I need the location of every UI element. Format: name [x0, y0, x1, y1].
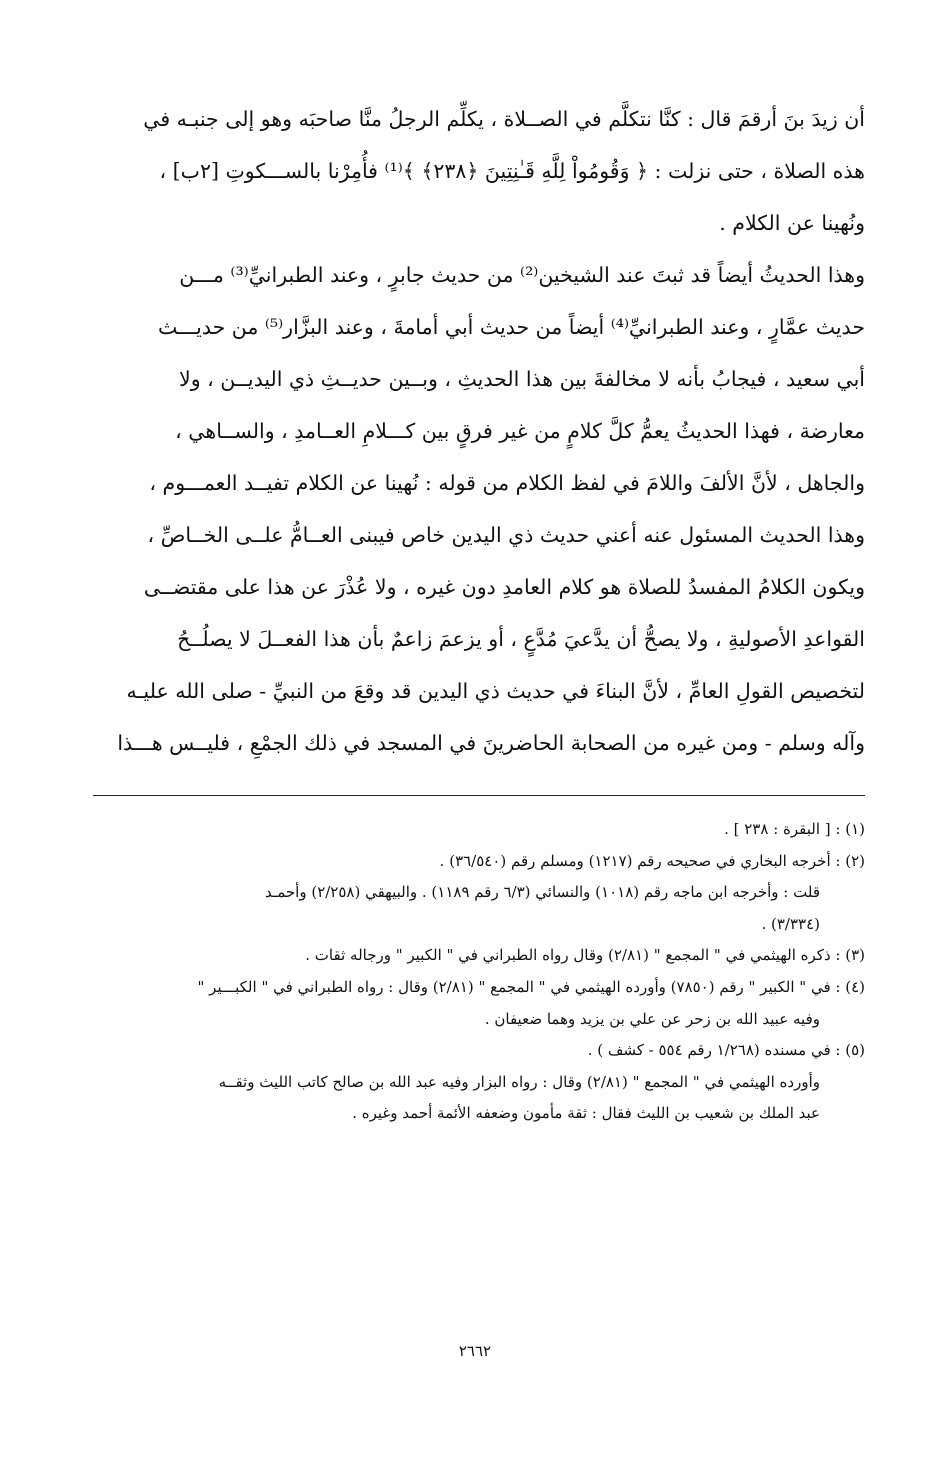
text-line: وهذا الحديث المسئول عنه أعني حديث ذي اليدين خاص فيبنى العــامُّ علــى الخــاصِّ ،: [147, 523, 865, 547]
footnote-line: (٥) : في مسنده (١/٢٦٨ رقم ٥٥٤ - كشف ) .: [587, 1041, 865, 1060]
main-text: [95, 93, 865, 769]
footnote-separator: [93, 795, 865, 796]
footnote-line: قلت : وأخرجه ابن ماجه رقم (١٠١٨) والنسائي (٦/٣ رقم ١١٨٩) . والبيهقي (٢/٢٥٨) وأحمـد: [264, 883, 820, 902]
footnote-line: عبد الملك بن شعيب بن الليث فقال : ثقة مأمون وضعفه الأئمة أحمد وغيره .: [352, 1104, 820, 1123]
footnotes: [95, 814, 865, 1130]
footnote-line: (١) : [ البقرة : ٢٣٨ ] .: [724, 820, 865, 838]
text-line: أن زيدَ بنَ أرقمَ قال : كنَّا نتكلَّم في الصــلاة ، يكلِّم الرجلُ منَّا صاحبَه وهو إلى جنبـه في: [143, 107, 865, 131]
text-line: أبي سعيد ، فيجابُ بأنه لا مخالفةَ بين هذا الحديثِ ، وبــين حديــثِ ذي اليديــن ، ولا: [179, 367, 865, 391]
text-line: هذه الصلاة ، حتى نزلت : ﴿ وَقُومُواْ لِلَّهِ قَـٰنِتِينَ ﴿٢٣٨﴾ ﴾⁽¹⁾ فأُمِرْنا بالســـكوتِ [٢ب] ،: [159, 159, 865, 183]
footnote-line: وفيه عبيد الله بن زحر عن علي بن يزيد وهما ضعيفان .: [484, 1009, 820, 1028]
footnote-line: (٤) : في " الكبير " رقم (٧٨٥٠) وأورده الهيثمي في " المجمع " (٢/٨١) وقال : رواه الطبراني في " الكبـــير ": [197, 977, 865, 996]
text-line: ويكون الكلامُ المفسدُ للصلاة هو كلام العامدِ دون غيره ، ولا عُذْرَ عن هذا على مقتضــى: [143, 575, 865, 599]
text-line: لتخصيص القولِ العامِّ ، لأنَّ البناءَ في حديث ذي اليدين قد وقعَ من النبيِّ - صلى الله عليـه: [126, 679, 865, 703]
page-number: ٢٦٦٢: [458, 1342, 492, 1360]
footnote-line: (٣) : ذكره الهيثمي في " المجمع " (٢/٨١) وقال رواه الطبراني في " الكبير " ورجاله ثقات .: [305, 946, 865, 965]
text-line: حديث عمَّارٍ ، وعند الطبرانيِّ⁽⁴⁾ أيضاً من حديث أبي أمامةَ ، وعند البزَّار⁽⁵⁾ من حديـــث: [157, 315, 865, 339]
footnote-line: (٣/٣٣٤) .: [761, 914, 820, 933]
text-line: وهذا الحديثُ أيضاً قد ثبتَ عند الشيخين⁽²⁾ من حديث جابرٍ ، وعند الطبرانيِّ⁽³⁾ مـــن: [179, 263, 865, 287]
footnote-line: (٢) : أخرجه البخاري في صحيحه رقم (١٢١٧) ومسلم رقم (٣٦/٥٤٠) .: [439, 851, 865, 870]
text-line: معارضة ، فهذا الحديثُ يعمُّ كلَّ كلامٍ من غير فرقٍ بين كـــلامِ العــامدِ ، والســاهي ،: [175, 419, 865, 443]
footnote-line: وأورده الهيثمي في " المجمع " (٢/٨١) وقال : رواه البزار وفيه عبد الله بن صالح كاتب الليث وثقــه: [218, 1072, 820, 1091]
text-line: والجاهل ، لأنَّ الألفَ واللامَ في لفظ الكلام من قوله : نُهينا عن الكلام تفيــد العمـــوم ،: [149, 471, 865, 495]
text-line: وآله وسلم - ومن غيره من الصحابة الحاضرينَ في المسجد في ذلك الجمْعِ ، فليــس هـــذا: [117, 731, 865, 755]
text-line: القواعدِ الأصوليةِ ، ولا يصحُّ أن يدَّعيَ مُدَّعٍ ، أو يزعمَ زاعمٌ بأن هذا الفعــلَ لا يصلُــحُ: [177, 627, 865, 651]
text-line: ونُهينا عن الكلام .: [719, 211, 865, 235]
